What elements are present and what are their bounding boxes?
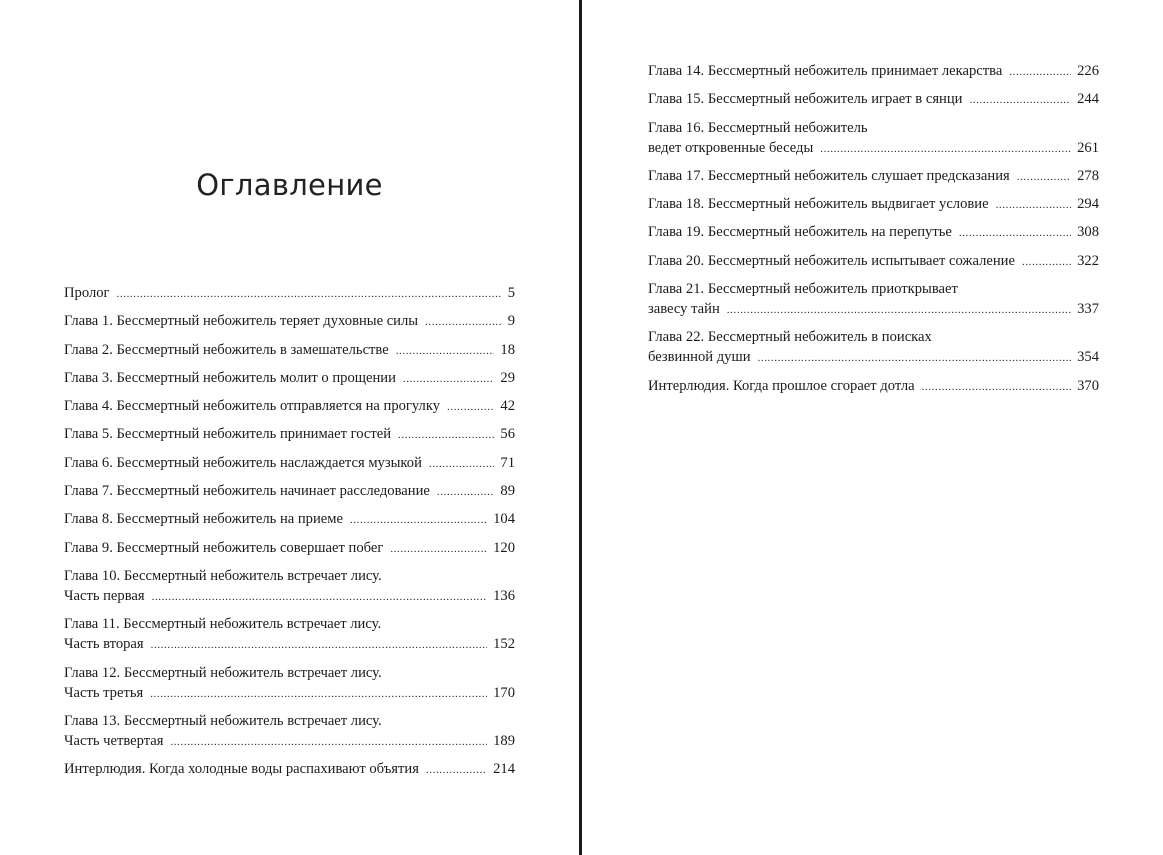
toc-entry-title-line: Глава 21. Бессмертный небожитель приоткрывает — [648, 281, 958, 298]
toc-page-number: 5 — [507, 285, 515, 301]
toc-entry[interactable] — [648, 251, 1099, 272]
dot-leader — [426, 760, 487, 780]
toc-entry-row — [64, 311, 515, 332]
dot-leader — [152, 587, 488, 607]
toc-entry-title: Глава 8. Бессмертный небожитель на приеме — [64, 511, 343, 528]
toc-page-number: 294 — [1077, 196, 1099, 213]
page-title: Оглавление — [196, 168, 383, 202]
toc-entry-title: Часть первая — [64, 587, 145, 604]
toc-entry-title-line: Глава 11. Бессмертный небожитель встречает лису. — [64, 616, 382, 633]
toc-entry[interactable] — [648, 166, 1099, 187]
toc-page-number: 308 — [1077, 224, 1099, 241]
toc-entry-row — [64, 340, 515, 361]
toc-entry-title: завесу тайн — [648, 301, 720, 318]
toc-list-right — [648, 61, 1099, 404]
toc-page-number: 370 — [1077, 377, 1099, 394]
dot-leader — [350, 510, 487, 530]
dot-leader — [396, 341, 495, 361]
toc-entry-row — [648, 299, 1099, 320]
toc-entry-title: Часть третья — [64, 684, 144, 701]
toc-entry-title: Часть четвертая — [64, 732, 164, 749]
toc-entry-title: Глава 6. Бессмертный небожитель наслаждается музыкой — [64, 454, 422, 471]
toc-page-number: 189 — [493, 732, 515, 749]
toc-entry-row — [648, 61, 1099, 82]
toc-entry-title: ведет откровенные беседы — [648, 139, 814, 156]
toc-entry-title-line: Глава 16. Бессмертный небожитель — [648, 119, 868, 136]
toc-page-number: 42 — [500, 398, 515, 415]
toc-entry-title-line: Глава 13. Бессмертный небожитель встречает лису. — [64, 712, 382, 729]
toc-entry-title: Интерлюдия. Когда прошлое сгорает дотла — [648, 377, 915, 394]
toc-entry-row — [64, 683, 515, 704]
toc-entry-title: Глава 2. Бессмертный небожитель в замешательстве — [64, 341, 389, 358]
toc-entry[interactable] — [648, 327, 1099, 368]
dot-leader — [996, 195, 1072, 215]
toc-entry-row — [64, 509, 515, 530]
toc-page-number: 354 — [1077, 349, 1099, 366]
toc-entry-row — [64, 731, 515, 752]
toc-page-number: 170 — [493, 684, 515, 701]
dot-leader — [1022, 252, 1071, 272]
toc-entry[interactable] — [64, 509, 515, 530]
toc-entry-row — [648, 251, 1099, 272]
toc-entry-title: Глава 3. Бессмертный небожитель молит о прощении — [64, 369, 396, 386]
toc-entry[interactable] — [648, 279, 1099, 320]
dot-leader — [437, 482, 495, 502]
toc-entry[interactable] — [64, 340, 515, 361]
toc-entry[interactable] — [64, 311, 515, 332]
dot-leader — [151, 635, 487, 655]
toc-page-number: 120 — [493, 539, 515, 556]
toc-entry[interactable] — [64, 566, 515, 607]
toc-entry-title: Глава 20. Бессмертный небожитель испытывает сожаление — [648, 252, 1015, 269]
right-page — [582, 0, 1163, 855]
toc-entry-row — [64, 396, 515, 417]
dot-leader — [447, 397, 494, 417]
toc-entry-row — [648, 166, 1099, 187]
toc-entry-title: Глава 17. Бессмертный небожитель слушает предсказания — [648, 167, 1010, 184]
toc-page-number: 244 — [1077, 91, 1099, 108]
toc-entry-title: Часть вторая — [64, 636, 144, 653]
toc-page-number: 337 — [1077, 301, 1099, 318]
dot-leader — [170, 732, 487, 752]
toc-entry-row — [648, 222, 1099, 243]
toc-entry[interactable] — [648, 118, 1099, 159]
toc-entry-title: Интерлюдия. Когда холодные воды распахивают объятия — [64, 761, 419, 778]
dot-leader — [959, 223, 1071, 243]
toc-entry-row — [64, 586, 515, 607]
toc-entry-title: Пролог — [64, 285, 110, 301]
toc-entry-title: Глава 5. Бессмертный небожитель принимает гостей — [64, 426, 392, 443]
toc-entry[interactable] — [64, 614, 515, 655]
dot-leader — [727, 300, 1071, 320]
toc-page-number: 56 — [500, 426, 515, 443]
toc-entry[interactable] — [648, 61, 1099, 82]
toc-entry-row — [64, 368, 515, 389]
toc-page-number: 278 — [1077, 167, 1099, 184]
toc-entry-row — [64, 424, 515, 445]
toc-entry-row — [648, 376, 1099, 397]
dot-leader — [820, 139, 1071, 159]
toc-page-number: 214 — [493, 761, 515, 778]
toc-entry-row — [648, 347, 1099, 368]
toc-entry-row — [64, 453, 515, 474]
toc-entry-row — [64, 481, 515, 502]
dot-leader — [425, 312, 502, 332]
dot-leader — [150, 684, 487, 704]
toc-page-number: 9 — [507, 313, 515, 330]
toc-page-number: 89 — [500, 483, 515, 500]
toc-entry-title-line: Глава 10. Бессмертный небожитель встречает лису. — [64, 567, 382, 584]
dot-leader — [969, 90, 1071, 110]
toc-page-number: 152 — [493, 636, 515, 653]
toc-entry-title: Глава 18. Бессмертный небожитель выдвигает условие — [648, 196, 989, 213]
dot-leader — [922, 377, 1071, 397]
toc-entry-row — [64, 634, 515, 655]
toc-entry-title: Глава 14. Бессмертный небожитель принимает лекарства — [648, 63, 1003, 79]
toc-entry-title-line: Глава 12. Бессмертный небожитель встречает лису. — [64, 664, 382, 681]
dot-leader — [1009, 62, 1071, 82]
toc-entry[interactable] — [64, 283, 515, 304]
toc-entry[interactable] — [64, 453, 515, 474]
toc-entry-title: Глава 7. Бессмертный небожитель начинает расследование — [64, 483, 430, 500]
toc-page-number: 29 — [500, 369, 515, 386]
toc-entry[interactable] — [64, 759, 515, 780]
toc-page-number: 71 — [500, 454, 515, 471]
toc-page-number: 18 — [500, 341, 515, 358]
dot-leader — [403, 369, 495, 389]
toc-entry[interactable] — [648, 194, 1099, 215]
toc-page-number: 261 — [1077, 139, 1099, 156]
toc-page-number: 136 — [493, 587, 515, 604]
toc-entry-row — [648, 89, 1099, 110]
toc-page-number: 104 — [493, 511, 515, 528]
toc-entry-title: безвинной души — [648, 349, 751, 366]
toc-page-number: 322 — [1077, 252, 1099, 269]
toc-entry-title: Глава 4. Бессмертный небожитель отправляется на прогулку — [64, 398, 441, 415]
toc-page-number: 226 — [1077, 63, 1099, 79]
toc-entry[interactable] — [64, 396, 515, 417]
dot-leader — [117, 284, 502, 304]
toc-entry-row — [648, 138, 1099, 159]
toc-list-left — [64, 283, 515, 787]
dot-leader — [398, 425, 494, 445]
toc-entry-title: Глава 9. Бессмертный небожитель совершает побег — [64, 539, 384, 556]
toc-entry-title: Глава 1. Бессмертный небожитель теряет духовные силы — [64, 313, 419, 330]
toc-entry-row — [64, 283, 515, 304]
toc-entry-title: Глава 15. Бессмертный небожитель играет в сянци — [648, 91, 963, 108]
dot-leader — [758, 348, 1072, 368]
toc-entry[interactable] — [64, 711, 515, 752]
toc-entry[interactable] — [648, 222, 1099, 243]
dot-leader — [429, 454, 495, 474]
toc-entry-title: Глава 19. Бессмертный небожитель на перепутье — [648, 224, 952, 241]
toc-entry[interactable] — [64, 481, 515, 502]
toc-entry-row — [64, 759, 515, 780]
dot-leader — [1017, 167, 1071, 187]
left-page — [0, 0, 579, 855]
toc-entry[interactable] — [648, 89, 1099, 110]
toc-entry[interactable] — [648, 376, 1099, 397]
toc-entry-title-line: Глава 22. Бессмертный небожитель в поисках — [648, 329, 932, 346]
toc-entry[interactable] — [64, 368, 515, 389]
toc-entry[interactable] — [64, 663, 515, 704]
dot-leader — [390, 539, 487, 559]
toc-entry[interactable] — [64, 424, 515, 445]
toc-entry-row — [64, 538, 515, 559]
toc-entry[interactable] — [64, 538, 515, 559]
toc-entry-row — [648, 194, 1099, 215]
